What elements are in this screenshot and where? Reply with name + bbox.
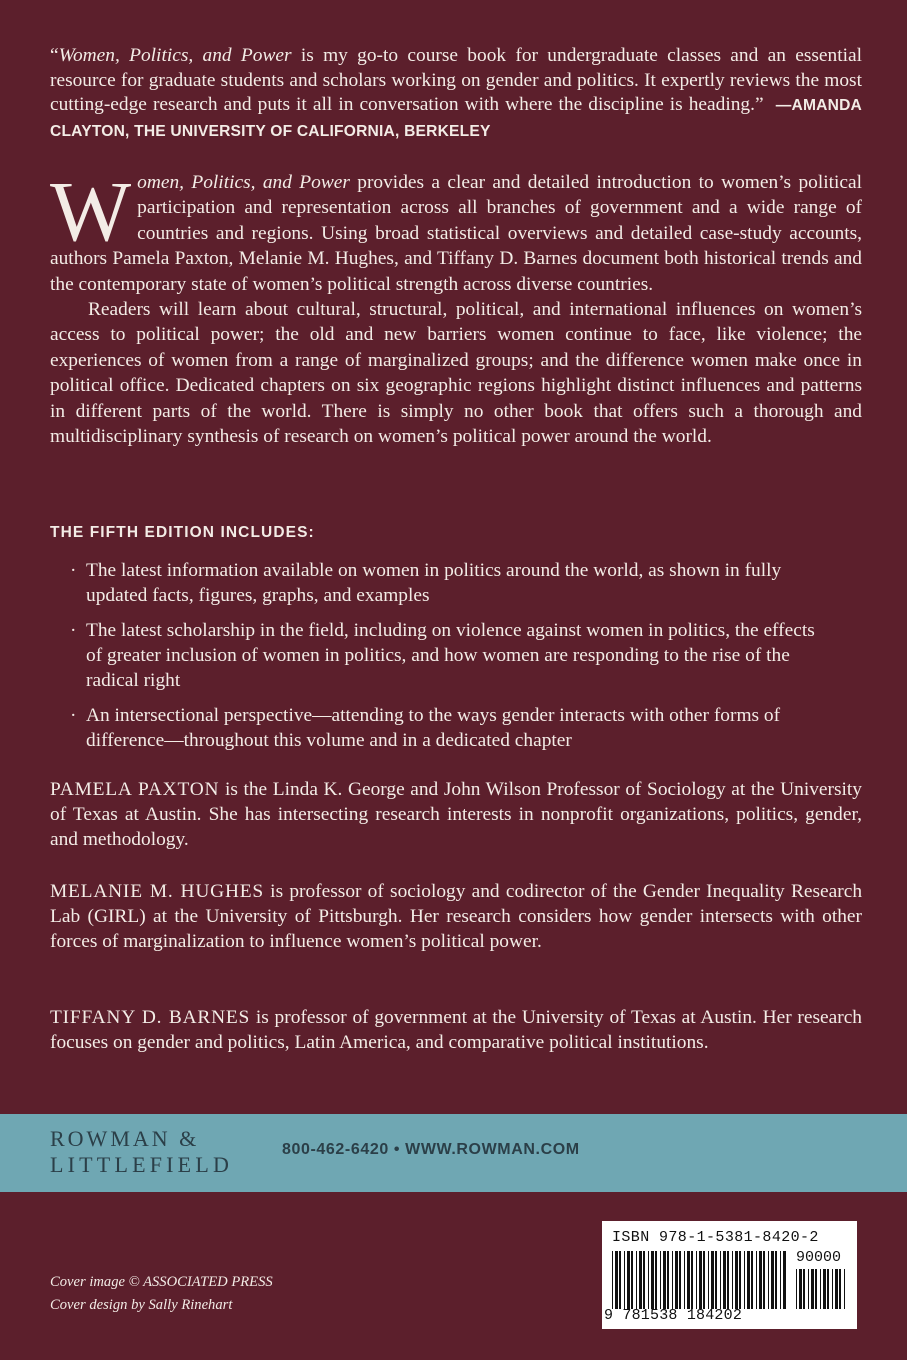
barcode-bar	[839, 1269, 841, 1309]
ean-number: 9 781538 184202	[604, 1307, 743, 1324]
barcode-bar	[655, 1251, 657, 1309]
barcode-bar	[715, 1251, 717, 1309]
publisher-contact: 800-462-6420 • WWW.ROWMAN.COM	[282, 1141, 580, 1158]
barcode-bar	[835, 1269, 838, 1309]
barcode-bar	[823, 1269, 826, 1309]
barcode-bar	[775, 1251, 777, 1309]
author-bio-text: is professor of sociology and codirector of the Gender Inequality Research Lab (GIRL) at the University of Pittsburgh. Her research considers how gender intersects with other forces of marginalization to influence women’s political power.	[50, 881, 863, 952]
barcode-bar	[723, 1251, 726, 1309]
barcode-bar	[648, 1251, 649, 1309]
book-description	[50, 163, 862, 449]
author-bio-hughes	[50, 879, 862, 954]
barcode-bar	[751, 1251, 753, 1309]
quote-text: is my go-to course book for undergraduate classes and an essential resource for graduate students and scholars working on gender and politics. It expertly reviews the most cutting-edge research and puts it all in conversation with where the discipline is heading.”	[50, 45, 862, 115]
author-bio-barnes	[50, 1005, 862, 1055]
description-paragraph-1	[50, 163, 862, 297]
barcode-bar	[768, 1251, 769, 1309]
barcode-bar	[663, 1251, 666, 1309]
barcode-bar	[660, 1251, 661, 1309]
barcode-bar	[696, 1251, 697, 1309]
barcode-bar	[811, 1269, 814, 1309]
publisher-band	[0, 1114, 907, 1192]
barcode-bar	[711, 1251, 714, 1309]
list-item	[70, 558, 830, 608]
bullet-icon: ·	[70, 705, 77, 726]
barcode-bar	[684, 1251, 685, 1309]
barcode-bar	[708, 1251, 709, 1309]
barcode-bar	[667, 1251, 669, 1309]
cover-design-credit: Cover design by Sally Rinehart	[50, 1297, 233, 1313]
list-item-text: The latest information available on women in politics around the world, as shown in fully updated facts, figures, graphs, and examples	[86, 560, 782, 606]
barcode-bar	[780, 1251, 781, 1309]
ean-barcode-icon	[610, 1251, 790, 1309]
author-bio-text: is professor of government at the University of Texas at Austin. Her research focuses on gender and politics, Latin America, and comparative political institutions.	[50, 1007, 862, 1053]
barcode-bar	[803, 1269, 805, 1309]
author-bio-paxton	[50, 777, 862, 852]
barcode-bar	[643, 1251, 645, 1309]
list-item	[70, 703, 830, 753]
barcode-bar	[727, 1251, 729, 1309]
barcode-bar	[672, 1251, 673, 1309]
barcode-bar	[820, 1269, 821, 1309]
barcode-bar	[739, 1251, 741, 1309]
barcode-bar	[636, 1251, 637, 1309]
author-name: TIFFANY D. BARNES	[50, 1007, 251, 1028]
author-bio-text: is the Linda K. George and John Wilson Professor of Sociology at the University of Texas at Austin. She has intersecting research interests in nonprofit organizations, politics, gender, and methodology.	[50, 779, 862, 850]
barcode-bar	[815, 1269, 817, 1309]
barcode-bar	[783, 1251, 786, 1309]
barcode-bar	[756, 1251, 757, 1309]
barcode-bar	[832, 1269, 833, 1309]
list-item-text: The latest scholarship in the field, including on violence against women in politics, the effects of greater inclusion of women in politics, and how women are responding to the rise of the radical right	[86, 620, 815, 691]
barcode-bar	[799, 1269, 802, 1309]
barcode-bar	[732, 1251, 733, 1309]
barcode-bar	[747, 1251, 750, 1309]
barcode-bar	[771, 1251, 774, 1309]
quote-book-title: Women, Politics, and Power	[58, 45, 292, 66]
barcode-bar	[619, 1251, 621, 1309]
barcode-bar	[759, 1251, 762, 1309]
barcode-bar	[612, 1251, 613, 1309]
barcode-bar	[639, 1251, 642, 1309]
publisher-logo	[50, 1126, 233, 1178]
endorsement-quote	[50, 44, 862, 144]
list-item-text: An intersectional perspective—attending to the ways gender interacts with other forms of difference—throughout this volume and in a dedicated chapter	[86, 705, 781, 751]
isbn-barcode	[602, 1221, 857, 1329]
list-item	[70, 618, 830, 693]
barcode-bar	[687, 1251, 690, 1309]
cover-image-credit: Cover image © ASSOCIATED PRESS	[50, 1274, 273, 1290]
barcode-bar	[651, 1251, 654, 1309]
description-p1-text: provides a clear and detailed introduction to women’s political participation and representation across all branches of government and a wide range of countries and regions. Using broad statistical overviews and detailed case-study accounts, authors Pamela Paxton, Melanie M. Hughes, and Tiffany D. Barnes document both historical trends and the contemporary state of women’s political strength across diverse countries.	[50, 172, 862, 295]
description-paragraph-2: Readers will learn about cultural, structural, political, and international influences on women’s access to political power; the old and new barriers women continue to face, like violence; the experiences of women from a range of marginalized groups; and the difference women make once in political office. Dedicated chapters on six geographic regions highlight distinct influences and patterns in different parts of the world. There is simply no other book that offers such a thorough and multidisciplinary synthesis of research on women’s political power around the world.	[50, 299, 862, 448]
barcode-bar	[844, 1269, 845, 1309]
edition-heading: THE FIFTH EDITION INCLUDES:	[50, 524, 315, 541]
barcode-bar	[763, 1251, 765, 1309]
cover-credits	[50, 1271, 273, 1317]
barcode-bar	[720, 1251, 721, 1309]
barcode-bar	[631, 1251, 633, 1309]
barcode-bar	[627, 1251, 630, 1309]
quote-attribution: —AMANDA CLAYTON, THE UNIVERSITY OF CALIFORNIA, BERKELEY	[50, 97, 862, 140]
barcode-bar	[675, 1251, 678, 1309]
author-name: MELANIE M. HUGHES	[50, 881, 264, 902]
isbn-label: ISBN 978-1-5381-8420-2	[612, 1229, 819, 1246]
logo-line-2: LITTLEFIELD	[50, 1152, 234, 1177]
price-code: 90000	[796, 1249, 842, 1266]
barcode-bar	[735, 1251, 738, 1309]
barcode-bar	[808, 1269, 809, 1309]
barcode-bar	[699, 1251, 702, 1309]
dropcap-letter: W	[50, 163, 132, 259]
barcode-bar	[615, 1251, 618, 1309]
bullet-icon: ·	[70, 560, 77, 581]
barcode-bar	[796, 1269, 797, 1309]
barcode-bar	[624, 1251, 625, 1309]
author-name: PAMELA PAXTON	[50, 779, 220, 800]
bullet-icon: ·	[70, 620, 77, 641]
quote-open-mark: “	[50, 45, 59, 66]
barcode-bar	[744, 1251, 745, 1309]
barcode-bar	[691, 1251, 693, 1309]
price-barcode-icon	[794, 1269, 850, 1309]
barcode-bar	[703, 1251, 705, 1309]
edition-feature-list	[70, 558, 830, 763]
barcode-bar	[679, 1251, 681, 1309]
barcode-bar	[827, 1269, 829, 1309]
description-book-title: omen, Politics, and Power	[137, 172, 350, 193]
logo-line-1: ROWMAN &	[50, 1126, 200, 1151]
